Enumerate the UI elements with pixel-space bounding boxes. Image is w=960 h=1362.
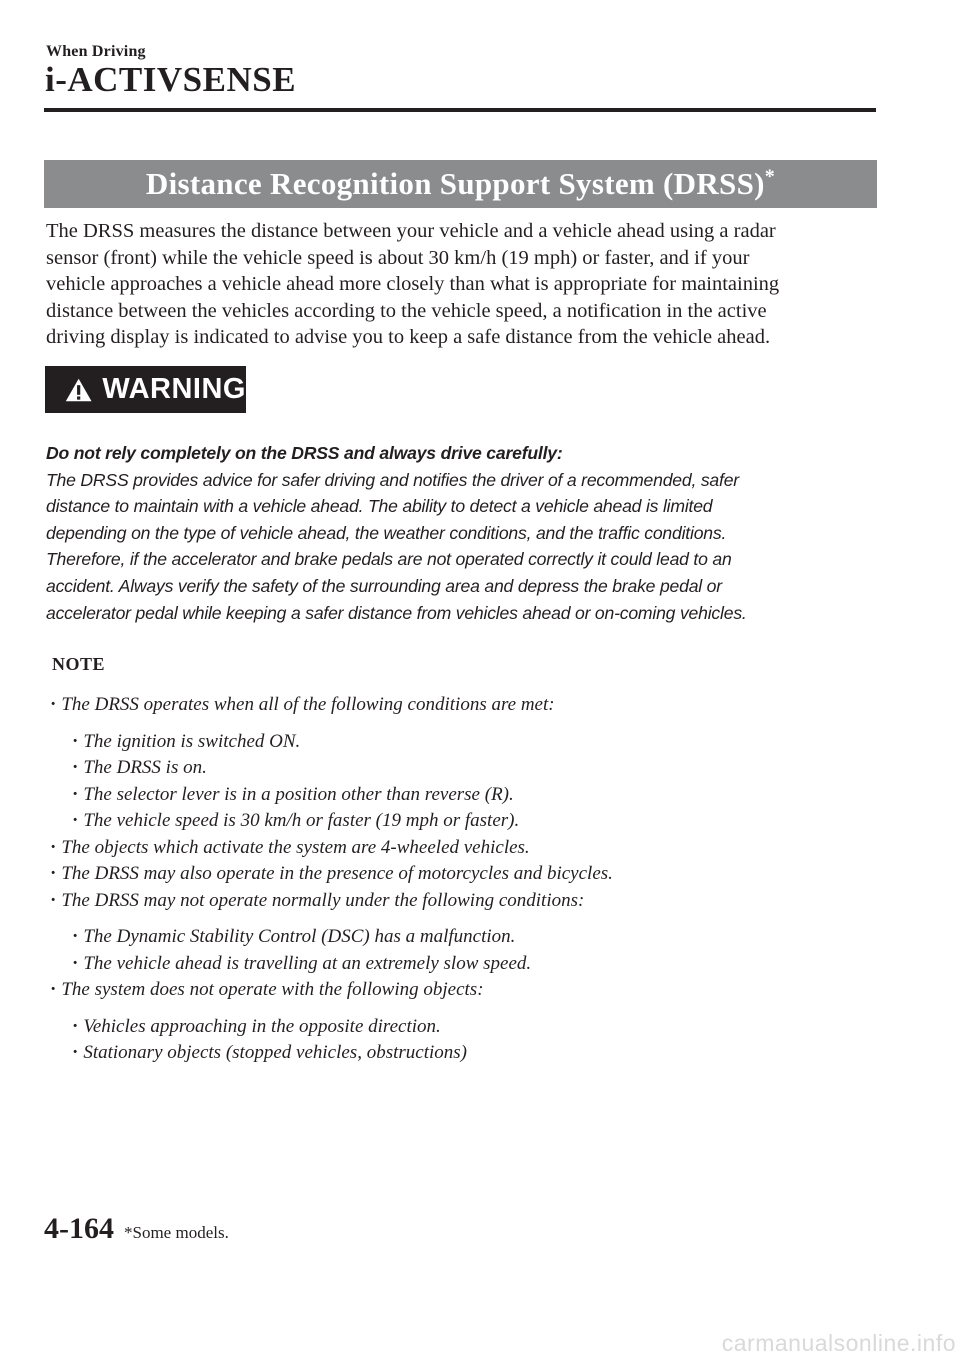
note-heading: NOTE bbox=[52, 654, 106, 674]
section-title bbox=[146, 166, 775, 202]
note-subitem bbox=[46, 729, 906, 756]
bullet-dot: · bbox=[50, 694, 57, 715]
note-subitem bbox=[46, 1040, 906, 1067]
bullet-dot: · bbox=[72, 757, 79, 778]
bullet-dot: · bbox=[50, 889, 57, 911]
chapter-title: i-ACTIVSENSE bbox=[45, 60, 297, 99]
intro-paragraph bbox=[46, 218, 886, 351]
note-item bbox=[46, 888, 906, 915]
note-subitem bbox=[46, 924, 906, 951]
note-item-text: The DRSS may not operate normally under the following conditions: bbox=[61, 889, 585, 911]
note-item bbox=[46, 977, 906, 1004]
warning-badge bbox=[45, 366, 246, 413]
note-list bbox=[46, 692, 906, 1067]
bullet-dot: · bbox=[50, 863, 57, 884]
note-subitem-text: The vehicle ahead is travelling at an extremely slow speed. bbox=[83, 952, 532, 974]
bullet-dot: · bbox=[50, 979, 57, 1000]
note-item bbox=[46, 692, 906, 719]
bullet-dot: · bbox=[72, 1042, 79, 1063]
bullet-dot: · bbox=[72, 952, 79, 974]
note-subitem bbox=[46, 1014, 906, 1041]
section-title-text: Distance Recognition Support System (DRSS) bbox=[145, 166, 765, 201]
note-item bbox=[46, 861, 906, 888]
bullet-dot: · bbox=[72, 926, 79, 947]
note-subitem-text: Stationary objects (stopped vehicles, obstructions) bbox=[83, 1042, 467, 1063]
section-label: When Driving bbox=[46, 43, 146, 60]
note-item-text: The objects which activate the system are 4-wheeled vehicles. bbox=[61, 836, 530, 858]
note-item-text: The system does not operate with the following objects: bbox=[61, 979, 484, 1000]
bullet-dot: · bbox=[72, 730, 79, 752]
warning-line: accelerator pedal while keeping a safer distance from vehicles ahead or on-coming vehicles. bbox=[46, 602, 747, 623]
intro-line: vehicle approaches a vehicle ahead more closely than what is appropriate for maintaining bbox=[46, 273, 780, 295]
intro-line: driving display is indicated to advise you to keep a safe distance from the vehicle ahead. bbox=[46, 326, 771, 348]
header-divider bbox=[44, 108, 876, 112]
warning-line: Therefore, if the accelerator and brake pedals are not operated correctly it could lead to an bbox=[46, 549, 732, 570]
bullet-dot: · bbox=[50, 836, 57, 858]
note-subitem-text: The selector lever is in a position other than reverse (R). bbox=[83, 783, 514, 805]
warning-triangle-icon bbox=[65, 375, 92, 405]
note-subitem bbox=[46, 808, 906, 835]
warning-text bbox=[46, 440, 916, 626]
note-item-text: The DRSS operates when all of the following conditions are met: bbox=[61, 694, 555, 715]
note-subitem-text: The vehicle speed is 30 km/h or faster (19 mph or faster). bbox=[83, 810, 520, 831]
warning-label: WARNING bbox=[102, 373, 246, 405]
note-item-text: The DRSS may also operate in the presence of motorcycles and bicycles. bbox=[61, 863, 613, 884]
some-models-mark: * bbox=[764, 165, 776, 188]
note-item bbox=[46, 835, 906, 862]
footnote: *Some models. bbox=[124, 1223, 229, 1242]
page-number: 4-164 bbox=[44, 1212, 114, 1245]
warning-line: depending on the type of vehicle ahead, the weather conditions, and the traffic conditions. bbox=[46, 522, 727, 543]
watermark: carmanualsonline.info bbox=[721, 1330, 956, 1356]
warning-line: accident. Always verify the safety of the surrounding area and depress the brake pedal or bbox=[46, 575, 722, 596]
note-subitem bbox=[46, 951, 906, 978]
warning-line: distance to maintain with a vehicle ahead. The ability to detect a vehicle ahead is limited bbox=[46, 496, 713, 517]
bullet-dot: · bbox=[72, 810, 79, 831]
warning-line: The DRSS provides advice for safer driving and notifies the driver of a recommended, safer bbox=[46, 469, 739, 490]
note-subitem-text: The ignition is switched ON. bbox=[83, 730, 301, 752]
intro-line: The DRSS measures the distance between your vehicle and a vehicle ahead using a radar bbox=[46, 220, 776, 242]
intro-line: distance between the vehicles according to the vehicle speed, a notification in the active bbox=[46, 299, 767, 322]
intro-line: sensor (front) while the vehicle speed is about 30 km/h (19 mph) or faster, and if your bbox=[46, 246, 750, 269]
note-subitem-text: The Dynamic Stability Control (DSC) has a malfunction. bbox=[83, 926, 516, 947]
warning-heading: Do not rely completely on the DRSS and always drive carefully: bbox=[46, 443, 563, 463]
bullet-dot: · bbox=[72, 1015, 79, 1037]
note-subitem bbox=[46, 782, 906, 809]
note-subitem bbox=[46, 755, 906, 782]
note-subitem-text: The DRSS is on. bbox=[83, 757, 207, 778]
note-subitem-text: Vehicles approaching in the opposite direction. bbox=[83, 1015, 441, 1037]
bullet-dot: · bbox=[72, 783, 79, 805]
section-title-band bbox=[44, 160, 877, 208]
